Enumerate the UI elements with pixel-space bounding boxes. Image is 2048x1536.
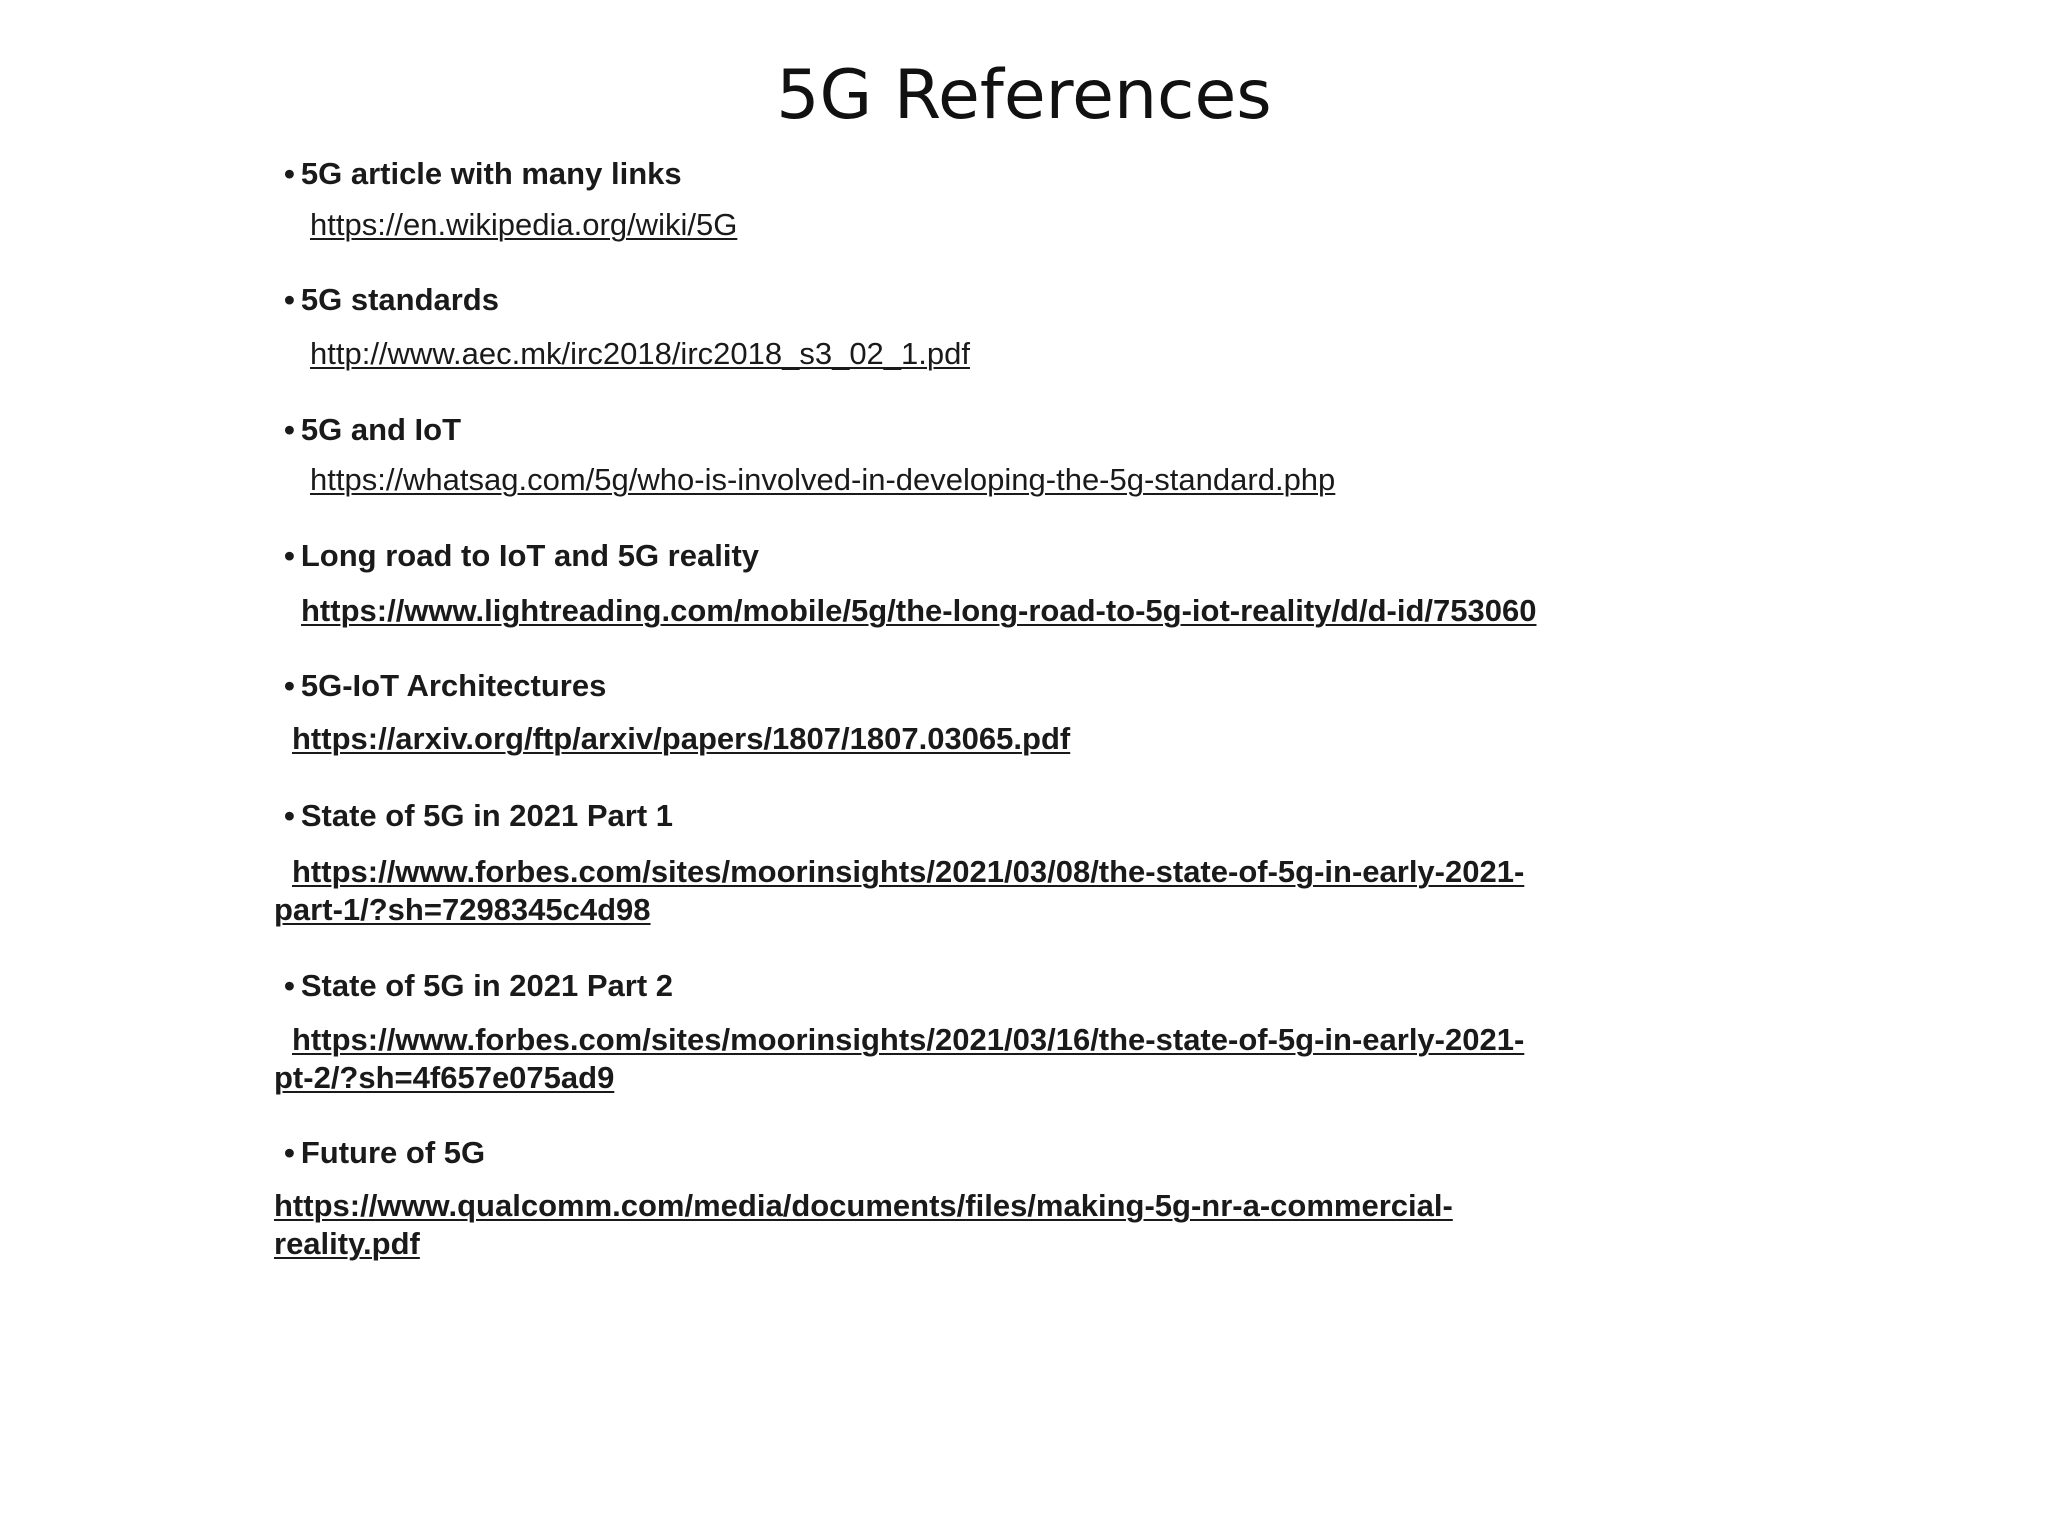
bullet-icon: • [284,538,295,573]
reference-link-line-2[interactable]: pt-2/?sh=4f657e075ad9 [274,1060,615,1095]
reference-link-line-1[interactable]: https://www.forbes.com/sites/moorinsights/2021/03/08/the-state-of-5g-in-early-2021- [292,854,1525,889]
reference-heading-text: State of 5G in 2021 Part 2 [300,968,674,1003]
reference-link[interactable]: https://arxiv.org/ftp/arxiv/papers/1807/1807.03065.pdf [292,721,1071,756]
reference-link[interactable]: https://whatsag.com/5g/who-is-involved-in-developing-the-5g-standard.php [310,462,1336,497]
bullet-icon: • [284,412,295,447]
reference-heading-text: Long road to IoT and 5G reality [300,538,760,573]
reference-heading [284,1135,485,1171]
reference-heading [284,412,461,448]
reference-heading [284,156,682,192]
bullet-icon: • [284,156,295,191]
reference-link-line-2[interactable]: reality.pdf [274,1226,420,1261]
slide-title: 5G References [776,56,1272,135]
reference-link-line-1[interactable]: https://www.forbes.com/sites/moorinsights/2021/03/16/the-state-of-5g-in-early-2021- [292,1022,1525,1057]
reference-heading [284,968,673,1004]
reference-heading-text: 5G-IoT Architectures [300,668,607,703]
reference-heading [284,798,673,834]
reference-heading-text: 5G and IoT [300,412,462,447]
reference-heading [284,282,499,318]
reference-heading-text: 5G article with many links [300,156,682,191]
reference-heading-text: Future of 5G [300,1135,486,1170]
reference-heading [284,538,759,574]
reference-link[interactable]: http://www.aec.mk/irc2018/irc2018_s3_02_1.pdf [310,336,970,371]
bullet-icon: • [284,668,295,703]
reference-heading-text: State of 5G in 2021 Part 1 [300,798,674,833]
reference-link-line-1[interactable]: https://www.qualcomm.com/media/documents/files/making-5g-nr-a-commercial- [274,1188,1453,1223]
reference-link[interactable]: https://www.lightreading.com/mobile/5g/the-long-road-to-5g-iot-reality/d/d-id/753060 [301,593,1537,628]
reference-heading [284,668,606,704]
bullet-icon: • [284,282,295,317]
bullet-icon: • [284,798,295,833]
reference-heading-text: 5G standards [300,282,499,317]
reference-link-line-2[interactable]: part-1/?sh=7298345c4d98 [274,892,651,927]
bullet-icon: • [284,1135,295,1170]
bullet-icon: • [284,968,295,1003]
reference-link[interactable]: https://en.wikipedia.org/wiki/5G [310,207,738,242]
